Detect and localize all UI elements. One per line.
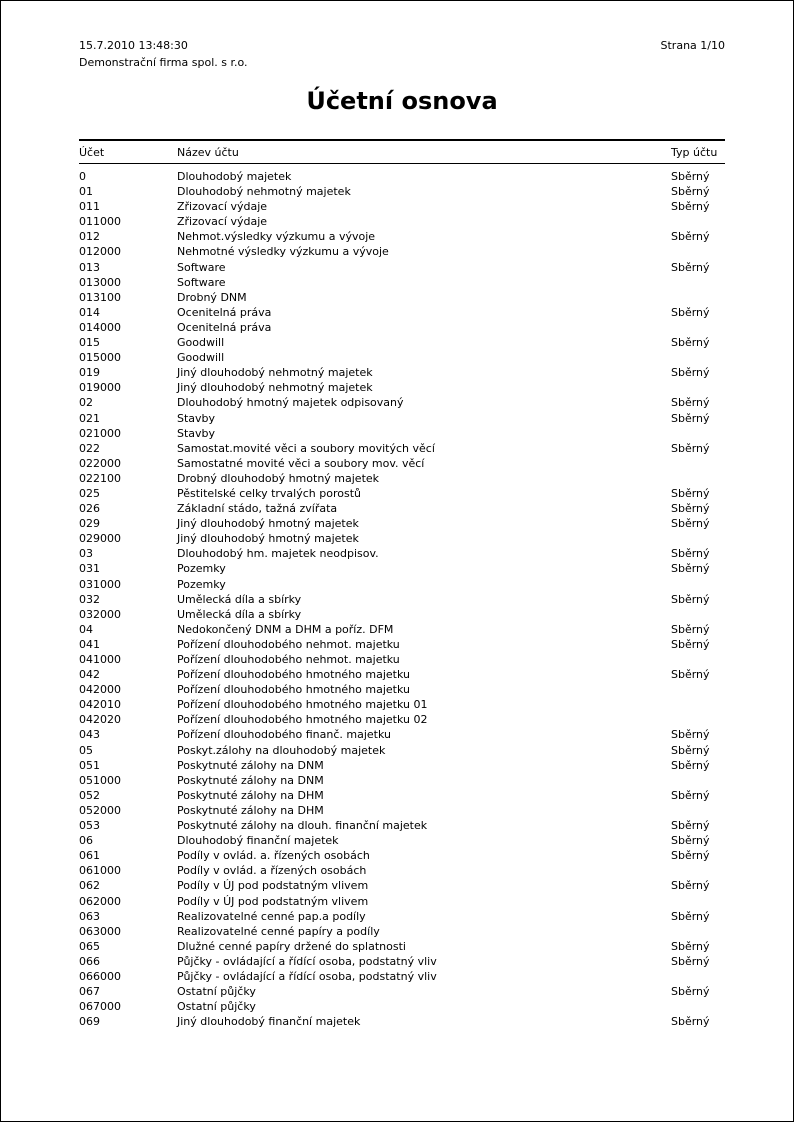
account-name: Nehmotné výsledky výzkumu a vývoje (177, 245, 389, 259)
table-row (79, 335, 725, 350)
account-code: 032000 (79, 607, 121, 621)
account-type (671, 969, 725, 984)
account-type: Sběrný (671, 305, 710, 319)
account-name: Pořízení dlouhodobého hmotného majetku (177, 683, 410, 697)
account-code: 022100 (79, 471, 121, 485)
page-number: Strana 1/10 (660, 39, 725, 52)
account-code: 043 (79, 728, 100, 742)
account-type (671, 290, 725, 305)
account-code: 019 (79, 366, 100, 380)
account-code: 041000 (79, 653, 121, 666)
table-row (79, 426, 725, 441)
account-name: Dlouhodobý finanční majetek (177, 834, 339, 848)
table-row (79, 260, 725, 275)
account-code: 012 (79, 230, 100, 244)
account-name: Software (177, 260, 226, 274)
table-row (79, 622, 725, 637)
account-type: Sběrný (671, 849, 710, 863)
account-code: 031 (79, 562, 100, 576)
account-name: Nehmot.výsledky výzkumu a vývoje (177, 230, 376, 244)
account-type: Sběrný (671, 547, 710, 561)
account-code: 029000 (79, 532, 121, 546)
account-name: Zřizovací výdaje (177, 200, 268, 214)
account-code: 061 (79, 849, 100, 863)
account-name: Pozemky (177, 562, 226, 576)
account-code: 052000 (79, 803, 121, 817)
account-code: 012000 (79, 245, 121, 259)
account-type (671, 456, 725, 471)
account-code: 063 (79, 909, 100, 923)
account-name: Poskyt.zálohy na dlouhodobý majetek (177, 743, 386, 757)
account-name: Pořízení dlouhodobého nehmot. majetku (177, 637, 400, 651)
table-row (79, 758, 725, 773)
account-name: Ocenitelná práva (177, 320, 272, 334)
account-code: 013000 (79, 275, 121, 289)
account-type (671, 577, 725, 592)
account-type (671, 773, 725, 788)
account-code: 05 (79, 743, 93, 757)
account-code: 01 (79, 185, 93, 199)
account-type: Sběrný (671, 939, 710, 953)
account-code: 015 (79, 336, 100, 350)
account-name: Základní stádo, tažná zvířata (177, 502, 338, 516)
table-row (79, 486, 725, 501)
table-row (79, 682, 725, 697)
account-type: Sběrný (671, 985, 710, 999)
account-code: 0 (79, 170, 86, 183)
account-name: Poskytnuté zálohy na DHM (177, 803, 324, 817)
account-code: 011 (79, 200, 100, 214)
account-name: Pozemky (177, 577, 226, 591)
table-row (79, 546, 725, 561)
table-row (79, 667, 725, 682)
table-row (79, 924, 725, 939)
account-code: 013100 (79, 290, 121, 304)
account-name: Jiný dlouhodobý finanční majetek (177, 1015, 361, 1029)
table-row (79, 984, 725, 999)
column-header-type: Typ účtu (671, 146, 718, 159)
table-row (79, 637, 725, 652)
account-type (671, 471, 725, 486)
table-row (79, 697, 725, 712)
account-type: Sběrný (671, 411, 710, 425)
account-name: Jiný dlouhodobý hmotný majetek (177, 517, 359, 531)
account-name: Realizovatelné cenné pap.a podíly (177, 909, 366, 923)
report-header-left (79, 37, 248, 71)
account-code: 066 (79, 954, 100, 968)
account-type (671, 275, 725, 290)
account-code: 019000 (79, 381, 121, 395)
account-name: Samostatné movité věci a soubory mov. věcí (177, 456, 425, 470)
account-code: 03 (79, 547, 93, 561)
account-name: Podíly v ÚJ pod podstatným vlivem (177, 894, 369, 908)
account-name: Dlouhodobý nehmotný majetek (177, 185, 351, 199)
account-type (671, 214, 725, 229)
table-row (79, 803, 725, 818)
account-name: Dlouhodobý majetek (177, 170, 292, 183)
accounts-table (79, 139, 725, 1029)
account-name: Drobný dlouhodobý hmotný majetek (177, 471, 380, 485)
account-name: Pořízení dlouhodobého nehmot. majetku (177, 653, 400, 666)
account-name: Podíly v ÚJ pod podstatným vlivem (177, 879, 369, 893)
account-name: Samostat.movité věci a soubory movitých věcí (177, 441, 435, 455)
table-row (79, 184, 725, 199)
account-code: 02 (79, 396, 93, 410)
account-type: Sběrný (671, 788, 710, 802)
table-row (79, 471, 725, 486)
account-code: 021 (79, 411, 100, 425)
table-row (79, 652, 725, 667)
table-row (79, 848, 725, 863)
account-type: Sběrný (671, 1015, 710, 1029)
account-code: 032 (79, 592, 100, 606)
table-row (79, 365, 725, 380)
account-code: 051 (79, 758, 100, 772)
account-code: 061000 (79, 864, 121, 878)
account-code: 063000 (79, 924, 121, 938)
account-type (671, 863, 725, 878)
account-type: Sběrný (671, 879, 710, 893)
table-row (79, 969, 725, 984)
account-code: 025 (79, 486, 100, 500)
account-code: 041 (79, 637, 100, 651)
account-name: Dlužné cenné papíry držené do splatnosti (177, 939, 406, 953)
account-name: Nedokončený DNM a DHM a poříz. DFM (177, 622, 394, 636)
account-type: Sběrný (671, 743, 710, 757)
account-code: 051000 (79, 773, 121, 787)
account-code: 067 (79, 985, 100, 999)
table-row (79, 818, 725, 833)
account-code: 014000 (79, 320, 121, 334)
table-row (79, 607, 725, 622)
account-code: 069 (79, 1015, 100, 1029)
account-type: Sběrný (671, 517, 710, 531)
account-code: 042010 (79, 698, 121, 712)
account-name: Pořízení dlouhodobého hmotného majetku (177, 668, 410, 682)
account-name: Realizovatelné cenné papíry a podíly (177, 924, 380, 938)
account-type (671, 999, 725, 1014)
table-row (79, 592, 725, 607)
table-row (79, 441, 725, 456)
account-code: 021000 (79, 426, 121, 440)
account-name: Stavby (177, 426, 216, 440)
table-row (79, 275, 725, 290)
account-code: 062 (79, 879, 100, 893)
account-type: Sběrný (671, 954, 710, 968)
account-name: Jiný dlouhodobý nehmotný majetek (177, 366, 373, 380)
account-type: Sběrný (671, 336, 710, 350)
table-row (79, 894, 725, 909)
table-row (79, 954, 725, 969)
account-code: 011000 (79, 215, 121, 229)
account-type (671, 682, 725, 697)
account-type: Sběrný (671, 200, 710, 214)
account-type (671, 697, 725, 712)
account-type: Sběrný (671, 366, 710, 380)
table-row (79, 380, 725, 395)
account-type: Sběrný (671, 592, 710, 606)
table-row (79, 501, 725, 516)
account-type: Sběrný (671, 260, 710, 274)
account-type: Sběrný (671, 230, 710, 244)
account-type: Sběrný (671, 486, 710, 500)
account-name: Pěstitelské celky trvalých porostů (177, 486, 361, 500)
account-name: Software (177, 275, 226, 289)
account-type: Sběrný (671, 170, 710, 183)
table-row (79, 350, 725, 365)
account-type: Sběrný (671, 819, 710, 833)
account-code: 066000 (79, 969, 121, 983)
account-name: Půjčky - ovládající a řídící osoba, podstatný vliv (177, 954, 437, 968)
account-name: Poskytnuté zálohy na dlouh. finanční majetek (177, 819, 428, 833)
table-header-row (79, 139, 725, 164)
account-code: 026 (79, 502, 100, 516)
account-type: Sběrný (671, 441, 710, 455)
table-row (79, 833, 725, 848)
table-row (79, 909, 725, 924)
account-type: Sběrný (671, 834, 710, 848)
account-type (671, 426, 725, 441)
table-row (79, 1014, 725, 1029)
account-name: Poskytnuté zálohy na DNM (177, 758, 324, 772)
account-type (671, 350, 725, 365)
account-type (671, 607, 725, 622)
table-row (79, 229, 725, 244)
account-name: Dlouhodobý hmotný majetek odpisovaný (177, 396, 404, 410)
account-name: Drobný DNM (177, 290, 247, 304)
account-name: Poskytnuté zálohy na DHM (177, 788, 324, 802)
account-code: 042020 (79, 713, 121, 727)
account-code: 029 (79, 517, 100, 531)
account-name: Ostatní půjčky (177, 1000, 256, 1014)
account-name: Ocenitelná práva (177, 305, 272, 319)
account-code: 04 (79, 622, 93, 636)
account-name: Dlouhodobý hm. majetek neodpisov. (177, 547, 379, 561)
table-row (79, 395, 725, 410)
report-title: Účetní osnova (306, 87, 498, 115)
account-code: 042 (79, 668, 100, 682)
table-row (79, 999, 725, 1014)
table-row (79, 727, 725, 742)
account-type: Sběrný (671, 637, 710, 651)
table-row (79, 939, 725, 954)
table-body (79, 164, 725, 1029)
account-type: Sběrný (671, 622, 710, 636)
account-name: Pořízení dlouhodobého finanč. majetku (177, 728, 391, 742)
account-type: Sběrný (671, 668, 710, 682)
table-row (79, 320, 725, 335)
account-type: Sběrný (671, 728, 710, 742)
account-code: 013 (79, 260, 100, 274)
account-name: Goodwill (177, 351, 225, 365)
account-code: 065 (79, 939, 100, 953)
report-header (79, 37, 725, 71)
account-type: Sběrný (671, 562, 710, 576)
account-name: Podíly v ovlád. a řízených osobách (177, 864, 367, 878)
account-code: 053 (79, 819, 100, 833)
account-code: 06 (79, 834, 93, 848)
account-type: Sběrný (671, 502, 710, 516)
account-type: Sběrný (671, 396, 710, 410)
account-code: 015000 (79, 351, 121, 365)
account-type: Sběrný (671, 185, 710, 199)
account-type: Sběrný (671, 758, 710, 772)
table-row (79, 290, 725, 305)
table-row (79, 561, 725, 576)
account-name: Umělecká díla a sbírky (177, 607, 302, 621)
account-name: Jiný dlouhodobý hmotný majetek (177, 532, 359, 546)
account-code: 062000 (79, 894, 121, 908)
table-row (79, 743, 725, 758)
account-code: 067000 (79, 1000, 121, 1014)
account-type (671, 712, 725, 727)
account-name: Umělecká díla a sbírky (177, 592, 302, 606)
account-name: Goodwill (177, 336, 225, 350)
report-datetime: 15.7.2010 13:48:30 (79, 39, 188, 52)
table-row (79, 214, 725, 229)
account-type (671, 894, 725, 909)
account-name: Ostatní půjčky (177, 985, 256, 999)
account-type (671, 244, 725, 259)
account-code: 014 (79, 305, 100, 319)
account-type (671, 924, 725, 939)
column-header-name: Název účtu (177, 146, 239, 159)
account-type (671, 380, 725, 395)
table-row (79, 863, 725, 878)
account-code: 031000 (79, 577, 121, 591)
table-row (79, 531, 725, 546)
table-row (79, 712, 725, 727)
account-name: Zřizovací výdaje (177, 215, 268, 229)
account-type (671, 531, 725, 546)
table-row (79, 456, 725, 471)
table-row (79, 411, 725, 426)
table-row (79, 169, 725, 184)
account-code: 022000 (79, 456, 121, 470)
account-type (671, 803, 725, 818)
account-name: Půjčky - ovládající a řídící osoba, podstatný vliv (177, 969, 437, 983)
account-name: Pořízení dlouhodobého hmotného majetku 02 (177, 713, 428, 727)
account-name: Podíly v ovlád. a. řízených osobách (177, 849, 370, 863)
column-header-account: Účet (79, 146, 105, 159)
table-row (79, 516, 725, 531)
account-code: 052 (79, 788, 100, 802)
account-name: Jiný dlouhodobý nehmotný majetek (177, 381, 373, 395)
table-row (79, 199, 725, 214)
account-name: Poskytnuté zálohy na DNM (177, 773, 324, 787)
account-type: Sběrný (671, 909, 710, 923)
account-code: 022 (79, 441, 100, 455)
table-row (79, 305, 725, 320)
account-name: Pořízení dlouhodobého hmotného majetku 01 (177, 698, 428, 712)
table-row (79, 577, 725, 592)
account-type (671, 652, 725, 667)
table-row (79, 878, 725, 893)
table-row (79, 773, 725, 788)
company-name: Demonstrační firma spol. s r.o. (79, 56, 248, 69)
account-type (671, 320, 725, 335)
account-code: 042000 (79, 683, 121, 697)
table-row (79, 244, 725, 259)
account-name: Stavby (177, 411, 216, 425)
table-row (79, 788, 725, 803)
